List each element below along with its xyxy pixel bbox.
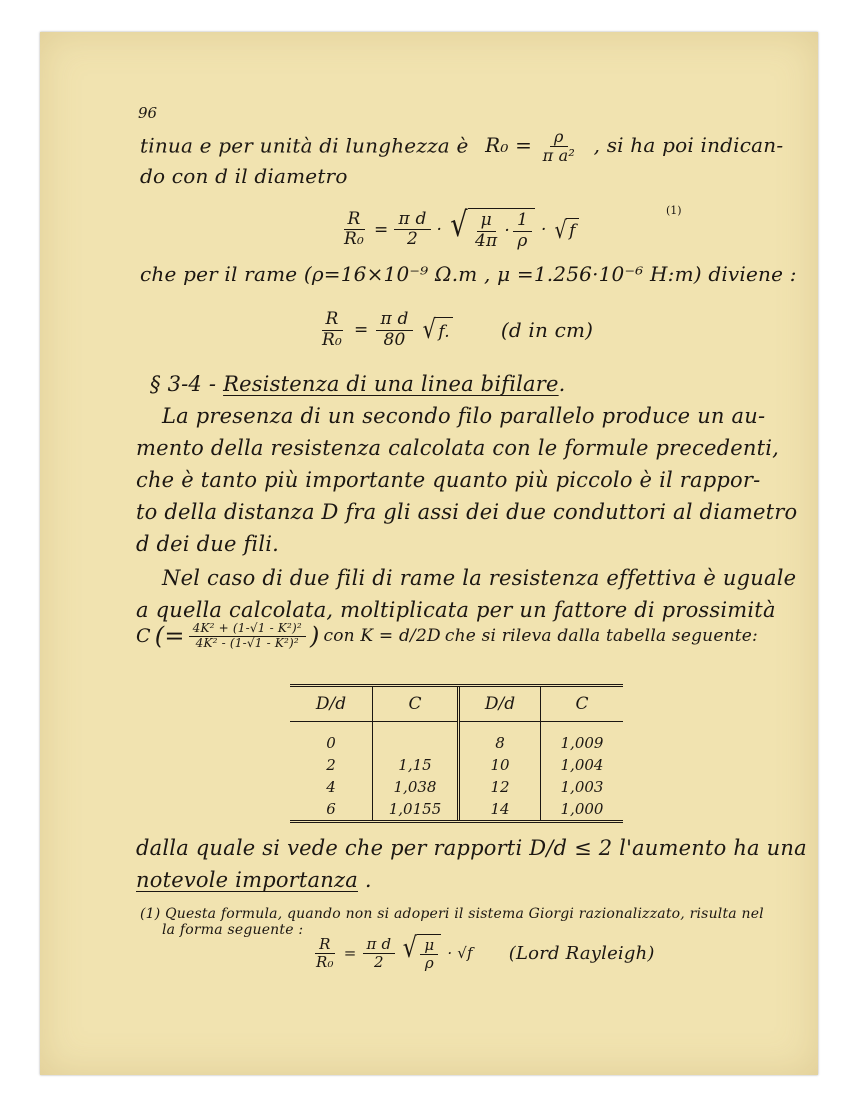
fn-equals: = <box>343 944 357 963</box>
eq1-dot-2: · <box>541 219 547 240</box>
fn-rho-den: ρ <box>424 954 434 973</box>
eq1-factor-num: π d <box>394 210 430 231</box>
table-cell: 1,003 <box>541 776 624 798</box>
eq2-unit: (d in cm) <box>500 318 594 343</box>
c-symbol: C <box>136 625 151 648</box>
eq2-sqrt <box>421 315 453 346</box>
fn-f: · √f <box>447 944 473 963</box>
table-cell: 4 <box>326 778 336 796</box>
eq2-lhs <box>318 310 346 350</box>
line1-tail: , si ha poi indican- <box>593 133 784 158</box>
footnote-marker: (1) <box>140 906 161 922</box>
para3-tail: . <box>357 868 372 892</box>
eq1-dot: · <box>436 219 443 240</box>
fn-sqrt <box>401 931 441 973</box>
para3-emphasis: notevole importanza <box>136 868 358 892</box>
table-cell: 14 <box>459 798 541 822</box>
sqrt-sign-icon: √ <box>403 931 418 964</box>
eq2-lhs-den: R₀ <box>322 329 343 350</box>
proximity-table-wrap <box>290 684 623 823</box>
c-tail: che si rileva dalla tabella seguente: <box>444 626 758 647</box>
eq2-f: f. <box>435 317 453 343</box>
text-line-1 <box>140 128 783 166</box>
table-row <box>290 754 623 776</box>
para1-line-4: to della distanza D fra gli assi dei due conduttori al diametro <box>136 500 798 524</box>
fn-attribution: (Lord Rayleigh) <box>508 942 655 964</box>
c-den: 4K² - (1-√1 - K²)² <box>195 635 299 650</box>
eq1-lhs <box>340 210 368 250</box>
fn-lhs-den: R₀ <box>316 952 334 971</box>
footnote-equation <box>312 931 655 973</box>
table-cell: 0 <box>326 734 336 752</box>
footnote-line-1 <box>140 906 764 922</box>
c-close: ) <box>309 622 320 651</box>
table-cell <box>373 722 459 755</box>
page-number: 96 <box>138 104 158 122</box>
table-cell: 12 <box>459 776 541 798</box>
eq2-factor <box>376 310 412 350</box>
fn-factor <box>363 936 396 972</box>
table-header: C <box>373 686 459 722</box>
r0-num: ρ <box>550 128 568 147</box>
table-header: D/d <box>290 686 373 722</box>
eq2-factor-num: π d <box>376 310 412 331</box>
eq1-equals: = <box>374 219 389 240</box>
para1-line-1: La presenza di un secondo filo parallelo produce un au- <box>162 404 766 428</box>
table-row <box>290 798 623 822</box>
section-prefix: § 3-4 - <box>150 372 217 396</box>
fn-mu-num: μ <box>420 937 438 955</box>
text-line-3: che per il rame (ρ=16×10⁻⁹ Ω.m , μ =1.256·10⁻⁶ H:m) diviene : <box>140 262 797 286</box>
table-cell: 1,0155 <box>373 798 459 822</box>
table-header: D/d <box>459 686 541 722</box>
para3-line-2 <box>136 868 372 892</box>
eq2-equals: = <box>354 320 369 341</box>
section-period: . <box>558 372 566 396</box>
eq1-rho-den: ρ <box>517 230 528 251</box>
eq1-inner-dot: · <box>504 221 511 242</box>
equation-1 <box>340 205 579 251</box>
eq1-rho-num: 1 <box>513 211 532 232</box>
para3-line-1: dalla quale si vede che per rapporti D/d ≤ 2 l'aumento ha una <box>136 836 807 860</box>
eq1-rho-frac <box>513 211 532 251</box>
eq1-mu-den: 4π <box>475 230 498 251</box>
table-cell: 10 <box>459 754 541 776</box>
text-line-2: do con d il diametro <box>140 164 348 188</box>
c-formula-line <box>136 622 758 651</box>
eq1-sqrt-body <box>468 208 535 251</box>
para2-line-1: Nel caso di due fili di rame la resistenza effettiva è uguale <box>162 566 797 590</box>
sqrt-sign-icon: √ <box>422 315 436 346</box>
table-header-row <box>290 686 623 722</box>
fn-mu-frac <box>420 937 438 973</box>
equation-2 <box>318 310 593 350</box>
table-row <box>290 776 623 798</box>
c-num: 4K² + (1-√1 - K²)² <box>189 622 306 637</box>
eq1-f: f <box>566 218 579 242</box>
sqrt-sign-icon: √ <box>554 215 567 244</box>
c-fraction <box>189 622 306 651</box>
table-cell: 1,038 <box>373 776 459 798</box>
footnote-line-2: la forma seguente : <box>162 922 304 938</box>
table-cell: 1,009 <box>541 722 624 755</box>
eq1-note-marker: (1) <box>666 204 682 217</box>
line1-text: tinua e per unità di lunghezza è <box>140 133 469 158</box>
sqrt-sign-icon: √ <box>450 205 468 245</box>
r0-lhs: R₀ = <box>485 133 533 158</box>
table-cell: 8 <box>459 722 541 755</box>
para2-line-2: a quella calcolata, moltiplicata per un fattore di prossimità <box>136 598 776 622</box>
eq2-lhs-num: R <box>322 310 343 331</box>
fn-factor-num: π d <box>363 936 396 954</box>
table-row <box>290 722 623 755</box>
table-cell: 2 <box>326 756 336 774</box>
r0-den: π a² <box>542 146 576 166</box>
table-cell: 1,000 <box>541 798 624 822</box>
fn-lhs <box>312 936 338 972</box>
para1-line-5: d dei due fili. <box>136 532 280 556</box>
eq1-factor-den: 2 <box>406 229 419 250</box>
table-cell: 1,15 <box>373 754 459 776</box>
section-heading <box>150 372 566 396</box>
table-header: C <box>541 686 624 722</box>
fn-lhs-num: R <box>315 936 335 954</box>
eq2-factor-den: 80 <box>383 329 406 350</box>
r0-fraction <box>539 128 579 166</box>
para1-line-2: mento della resistenza calcolata con le formule precedenti, <box>136 436 780 460</box>
table-cell: 1,004 <box>541 754 624 776</box>
eq1-mu-num: μ <box>477 211 496 232</box>
c-open: (= <box>154 622 185 651</box>
table-cell: 6 <box>290 798 373 822</box>
eq1-sqrt-f <box>553 215 579 244</box>
footnote-text-1: Questa formula, quando non si adoperi il sistema Giorgi razionalizzato, risulta nel <box>165 906 764 922</box>
para1-line-3: che è tanto più importante quanto più piccolo è il rappor- <box>136 468 761 492</box>
c-k-text: con K = d/2D <box>323 626 441 647</box>
eq1-sqrt <box>448 205 535 251</box>
proximity-table <box>290 684 623 823</box>
section-title: Resistenza di una linea bifilare <box>223 372 559 396</box>
eq1-lhs-num: R <box>344 210 365 231</box>
fn-factor-den: 2 <box>374 952 384 971</box>
eq1-factor <box>394 210 430 250</box>
eq1-lhs-den: R₀ <box>344 229 365 250</box>
eq1-mu-frac <box>471 211 501 251</box>
fn-sqrt-body <box>417 934 441 973</box>
